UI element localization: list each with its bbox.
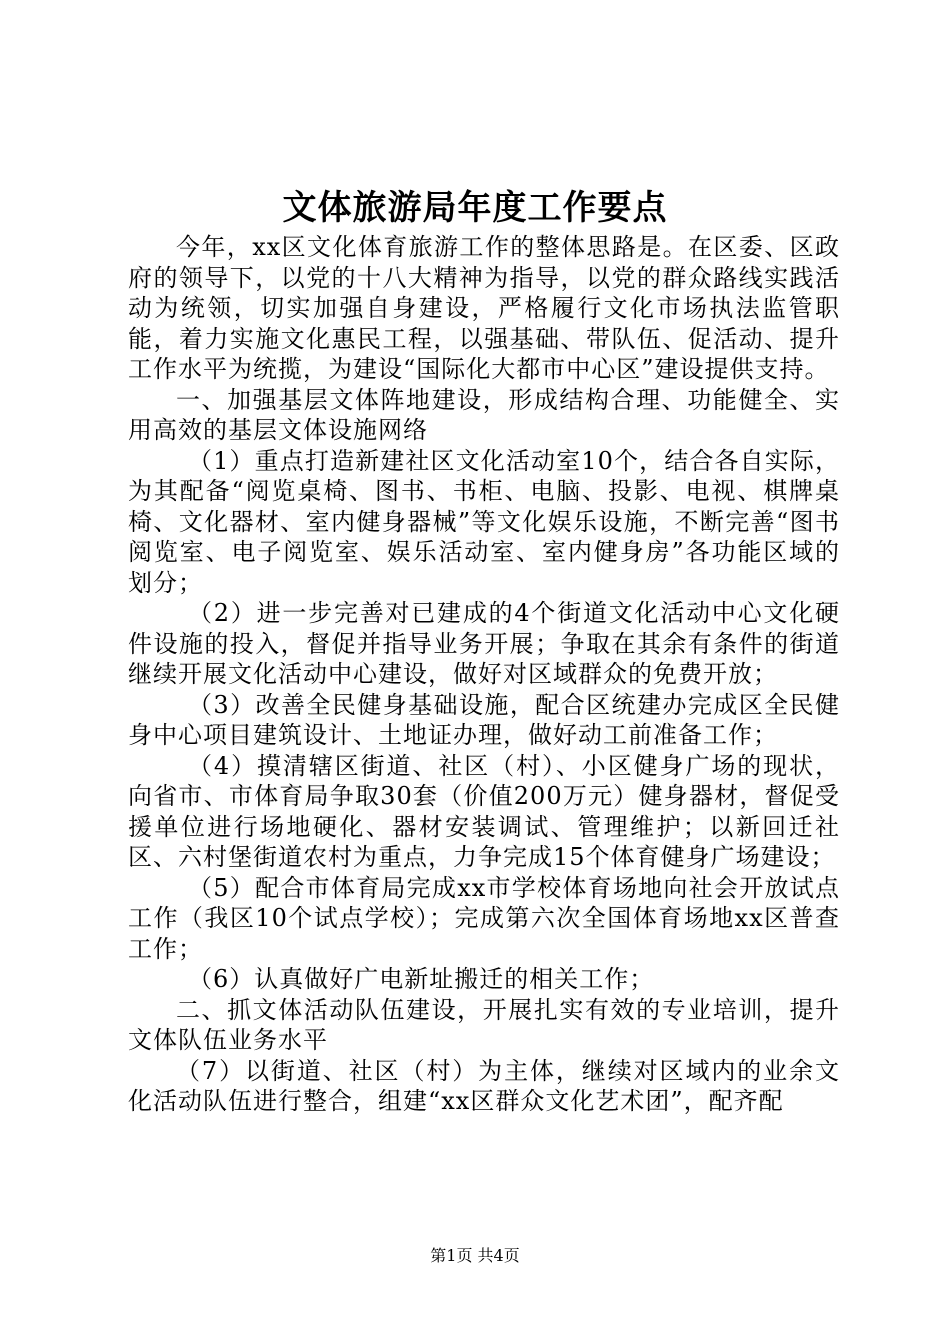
list-item-3: （3）改善全民健身基础设施，配合区统建办完成区全民健身中心项目建筑设计、土地证办理，做好动工前准备工作； — [128, 690, 840, 749]
intro-paragraph: 今年，xx区文化体育旅游工作的整体思路是。在区委、区政府的领导下，以党的十八大精神为指导，以党的群众路线实践活动为统领，切实加强自身建设，严格履行文化市场执法监管职能，着力实施文化惠民工程，以强基础、带队伍、促活动、提升工作水平为统揽，为建设“国际化大都市中心区”建设提供支持。 — [128, 233, 840, 383]
list-item-5: （5）配合市体育局完成xx市学校体育场地向社会开放试点工作（我区10个试点学校）；完成第六次全国体育场地xx区普查工作； — [128, 873, 840, 963]
section-heading-1: 一、加强基层文体阵地建设，形成结构合理、功能健全、实用高效的基层文体设施网络 — [128, 385, 840, 444]
list-item-2: （2）进一步完善对已建成的4个街道文化活动中心文化硬件设施的投入，督促并指导业务开展；争取在其余有条件的街道继续开展文化活动中心建设，做好对区域群众的免费开放； — [128, 599, 840, 688]
list-item-1: （1）重点打造新建社区文化活动室10个，结合各自实际，为其配备“阅览桌椅、图书、书柜、电脑、投影、电视、棋牌桌椅、文化器材、室内健身器械”等文化娱乐设施，不断完善“图书阅览室、电子阅览室、娱乐活动室、室内健身房”各功能区域的划分； — [128, 446, 840, 597]
section-heading-2: 二、抓文体活动队伍建设，开展扎实有效的专业培训，提升文体队伍业务水平 — [128, 995, 840, 1054]
list-item-6: （6）认真做好广电新址搬迁的相关工作； — [188, 965, 655, 993]
document-title: 文体旅游局年度工作要点 — [282, 188, 668, 228]
list-item-7: （7）以街道、社区（村）为主体，继续对区域内的业余文化活动队伍进行整合，组建“xx区群众文化艺术团”，配齐配 — [128, 1056, 840, 1115]
document-body — [128, 232, 840, 1117]
list-item-4: （4）摸清辖区街道、社区（村）、小区健身广场的现状，向省市、市体育局争取30套（价值200万元）健身器材，督促受援单位进行场地硬化、器材安装调试、管理维护；以新回迁社区、六村堡街道农村为重点，力争完成15个体育健身广场建设； — [128, 751, 840, 871]
page-number-footer: 第1页 共4页 — [430, 1246, 520, 1265]
